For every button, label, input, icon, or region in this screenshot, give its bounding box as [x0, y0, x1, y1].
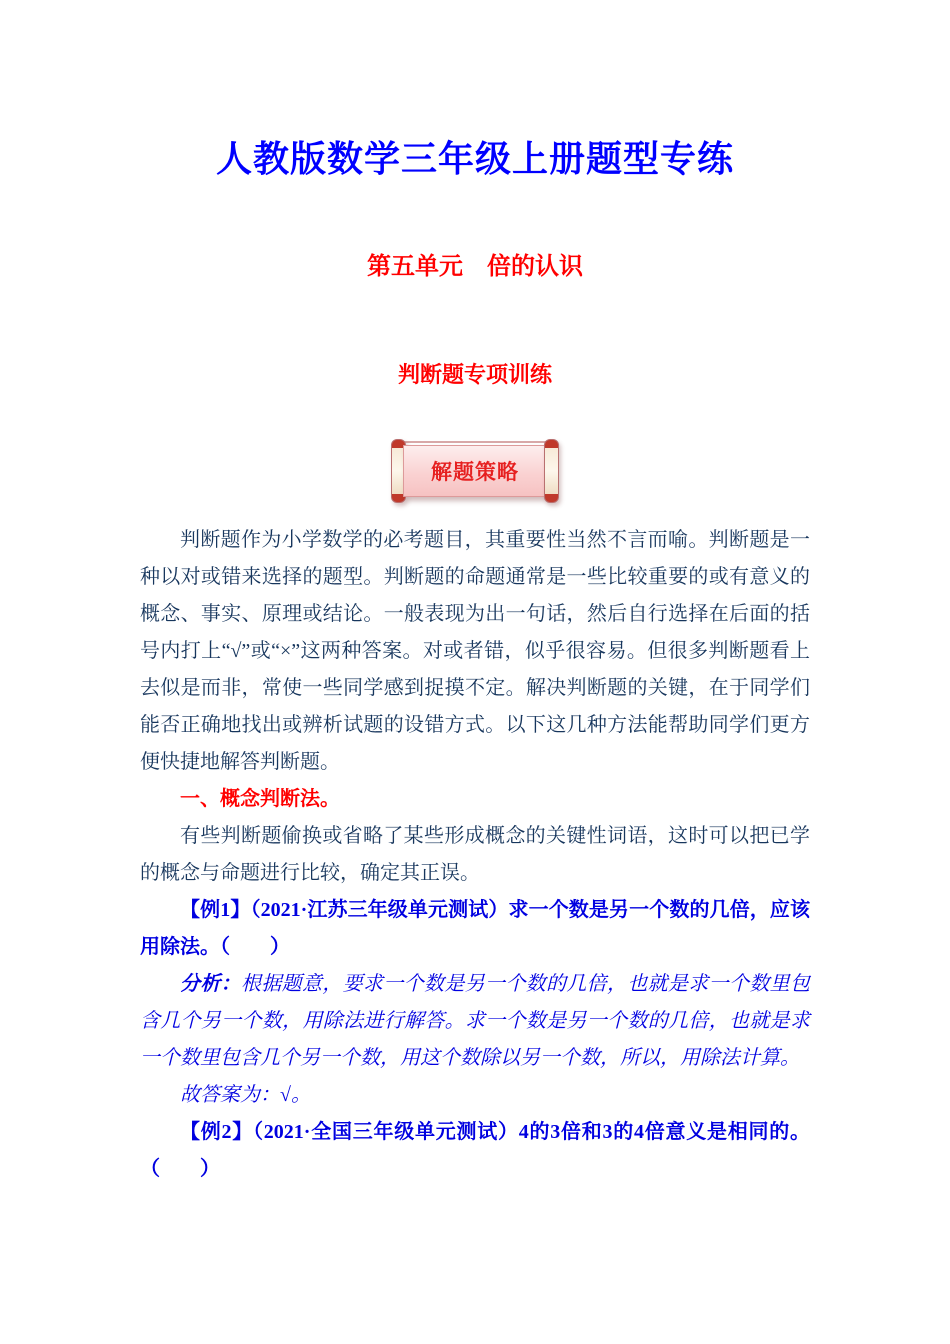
- example-1-answer: 故答案为：√。: [180, 1084, 311, 1107]
- example-1: [140, 892, 810, 966]
- scroll-string: [399, 441, 551, 443]
- section-subheading: 判断题专项训练: [397, 361, 552, 387]
- example-2: [140, 1114, 810, 1188]
- analysis-label: 分析：: [180, 973, 241, 996]
- example-1-analysis: [140, 966, 810, 1077]
- analysis-text: 根据题意，要求一个数是另一个数的几倍，也就是求一个数里包含几个另一个数，用除法进行解答。求一个数是另一个数的几倍，也就是求一个数里包含几个另一个数，用这个数除以另一个数，所以，用除法计算。: [140, 973, 810, 1070]
- document-title: 人教版数学三年级上册题型专练: [215, 139, 734, 179]
- example-1-stem: 求一个数是另一个数的几倍，应该用除法。（ ）: [140, 899, 811, 959]
- example-1-source: （2021·江苏三年级单元测试）: [250, 899, 509, 922]
- example-2-label: 【例2】: [180, 1121, 254, 1144]
- banner-label: 解题策略: [431, 460, 519, 485]
- scroll-roller-right-icon: [544, 439, 559, 503]
- scroll-body: [403, 445, 547, 497]
- method-paragraph: 有些判断题偷换或省略了某些形成概念的关键性词语，这时可以把已学的概念与命题进行比较，确定其正误。: [140, 825, 810, 885]
- example-2-source: （2021·全国三年级单元测试）: [253, 1121, 519, 1144]
- example-1-label: 【例1】: [180, 899, 251, 922]
- example-2-stem: 4的3倍和3的4倍意义是相同的。（ ）: [140, 1121, 811, 1181]
- unit-heading: 第五单元 倍的认识: [367, 254, 583, 281]
- intro-paragraph: 判断题作为小学数学的必考题目，其重要性当然不言而喻。判断题是一种以对或错来选择的题型。判断题的命题通常是一些比较重要的或有意义的概念、事实、原理或结论。一般表现为出一句话，然后自行选择在后面的括号内打上“√”或“×”这两种答案。对或者错，似乎很容易。但很多判断题看上去似是而非，常使一些同学感到捉摸不定。解决判断题的关键，在于同学们能否正确地找出或辨析试题的设错方式。以下这几种方法能帮助同学们更方便快捷地解答判断题。: [140, 529, 810, 774]
- method-heading: 一、概念判断法。: [180, 788, 340, 811]
- strategy-scroll-banner: [391, 440, 559, 502]
- document-body: [140, 522, 810, 1188]
